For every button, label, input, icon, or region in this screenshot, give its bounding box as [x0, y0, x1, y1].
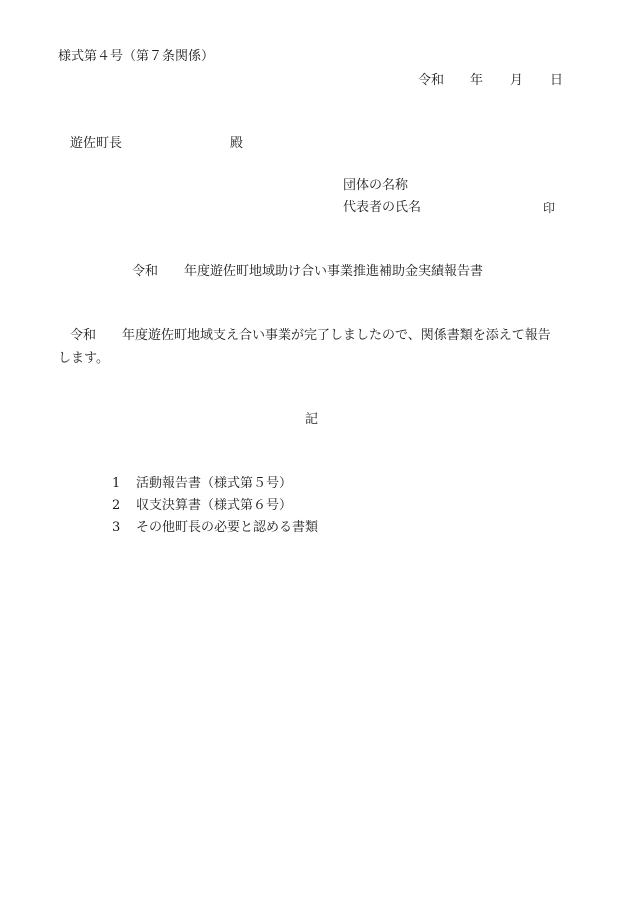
attachment-number: 2: [112, 498, 121, 513]
body-text-1: 年度遊佐町地域支え合い事業が完了しましたので、関係書類を添えて報告: [122, 328, 551, 343]
body-line-2: します。: [58, 351, 109, 366]
attachment-number: 3: [112, 520, 121, 535]
attachment-item: [112, 497, 292, 515]
title-text: 年度遊佐町地域助け合い事業推進補助金実績報告書: [184, 264, 484, 279]
body-line-1: [70, 327, 551, 345]
attachment-text: 活動報告書（様式第５号）: [136, 476, 293, 491]
attachment-item: [112, 475, 292, 493]
document-title: [132, 263, 483, 281]
ki-heading: 記: [305, 412, 319, 427]
org-name-label: 団体の名称: [343, 178, 409, 193]
date-era: 令和: [418, 73, 445, 88]
date-year-label: 年: [470, 73, 484, 88]
form-number: 様式第４号（第７条関係）: [58, 49, 215, 64]
attachment-text: 収支決算書（様式第６号）: [136, 498, 293, 513]
attachment-number: 1: [112, 476, 121, 491]
body-era: 令和: [70, 328, 97, 343]
addressee: 遊佐町長: [70, 136, 123, 151]
honorific: 殿: [230, 136, 244, 151]
date-month-label: 月: [510, 73, 524, 88]
title-era: 令和: [132, 264, 159, 279]
seal-mark-icon: 印: [543, 201, 556, 215]
representative-name-label: 代表者の氏名: [343, 200, 422, 215]
attachment-text: その他町長の必要と認める書類: [136, 520, 319, 535]
date-day-label: 日: [550, 73, 564, 88]
attachment-item: [112, 519, 318, 537]
